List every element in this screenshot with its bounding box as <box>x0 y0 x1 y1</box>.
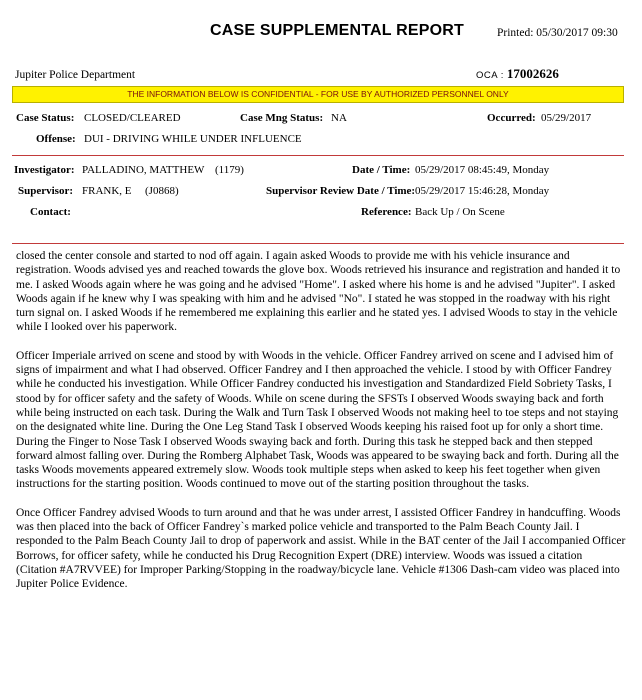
supervisor-id: (J0868) <box>145 185 179 197</box>
case-mng-status-value: NA <box>331 112 347 124</box>
case-mng-status-label: Case Mng Status: <box>240 112 324 124</box>
reference-label: Reference: <box>361 206 412 218</box>
contact-label: Contact: <box>30 206 71 218</box>
narrative-paragraph: Once Officer Fandrey advised Woods to turn around and that he was under arrest, I assisted Officer Fandrey in handcuffing. Woods was then placed into the back of Officer Fandrey`s marked police vehicle and transported to the Palm Beach County Jail. I responded to the Palm Beach County Jail to drop of paperwork and assist. While in the BAT center of the Jail I accompanied Officer Borrows, for officer safety, while he conducted his Drug Recognition Expert (DRE) interview. Woods was issued a citation (Citation #A7RVVEE) for Improper Parking/Stopping in the roadway/bicycle lane. Vehicle #1306 Dash-cam video was placed into Jupiter Police Evidence. <box>16 506 626 591</box>
offense-label: Offense: <box>36 133 76 145</box>
supervisor-review-value: 05/29/2017 15:46:28, Monday <box>415 185 550 197</box>
date-time-value: 05/29/2017 08:45:49, Monday <box>415 164 550 176</box>
date-time-label: Date / Time: <box>352 164 411 176</box>
narrative-paragraph: Officer Imperiale arrived on scene and stood by with Woods in the vehicle. Officer Fandrey arrived on scene and I advised him of signs of impairment and what I had observed. Officer Fandrey and I then approached the vehicle. I stood by with Officer Fandrey while he conducted his investigation. While Officer Fandrey conducted his investigation and Standardized Field Sobriety Tasks, I stood by for officer safety and the safety of Woods. While on scene during the SFSTs I observed Woods swaying back and forth while being instructed on each task. During the Walk and Turn Task I observed Woods not making heel to toe steps and not staying on the designated white line. During the One Leg Stand Task I observed Woods keeping his raised foot up for only a short time. During the Finger to Nose Task I observed Woods swaying back and forth. During this task he stepped back and then stepped forward almost falling over. During the Romberg Alphabet Task, Woods was appeared to be swaying back and forth. During all the tasks Woods movements appeared extremely slow. Woods took multiple steps when asked to keep his feet together when given instructions for the starting position. Woods continued to move out of the starting position throughout the tasks. <box>16 349 619 491</box>
case-status-value: CLOSED/CLEARED <box>84 112 181 124</box>
supervisor-review-label: Supervisor Review Date / Time: <box>266 185 416 197</box>
case-status-label: Case Status: <box>16 112 75 124</box>
supervisor-name: FRANK, E <box>82 185 132 197</box>
section-divider-narrative <box>12 243 624 244</box>
report-title: CASE SUPPLEMENTAL REPORT <box>210 22 465 39</box>
oca-value: 17002626 <box>506 66 559 81</box>
investigator-name: PALLADINO, MATTHEW <box>82 164 205 176</box>
investigator-id: (1179) <box>215 164 244 176</box>
narrative <box>16 249 626 606</box>
occurred-label: Occurred: <box>487 112 536 124</box>
oca-label: OCA : <box>476 70 504 81</box>
occurred-value: 05/29/2017 <box>541 112 592 124</box>
oca-number <box>476 66 559 82</box>
narrative-paragraph: closed the center console and started to nod off again. I again asked Woods to provide me with his vehicle insurance and registration. Woods advised yes and reached towards the glove box. Woods retrieved his insurance and registration and handed it to me. I asked Woods again where he was going and he advised "Home". I asked where his home is and he advised "Jupiter". I asked Woods again if he knew why I was speaking with him and he advised "No". I stated he was stopped in the roadway with his right turn signal on. I asked Woods if he remembered me explaining this earlier and he stated yes. I advised Woods to stay in the vehicle while I looked over his paperwork. <box>16 250 621 334</box>
reference-value: Back Up / On Scene <box>415 206 505 218</box>
offense-value: DUI - DRIVING WHILE UNDER INFLUENCE <box>84 133 302 145</box>
department-name: Jupiter Police Department <box>15 69 136 81</box>
supervisor-label: Supervisor: <box>18 185 73 197</box>
confidential-banner: THE INFORMATION BELOW IS CONFIDENTIAL - FOR USE BY AUTHORIZED PERSONNEL ONLY <box>12 86 624 103</box>
investigator-label: Investigator: <box>14 164 75 176</box>
printed-timestamp: Printed: 05/30/2017 09:30 <box>497 27 618 39</box>
section-divider-top <box>12 155 624 156</box>
